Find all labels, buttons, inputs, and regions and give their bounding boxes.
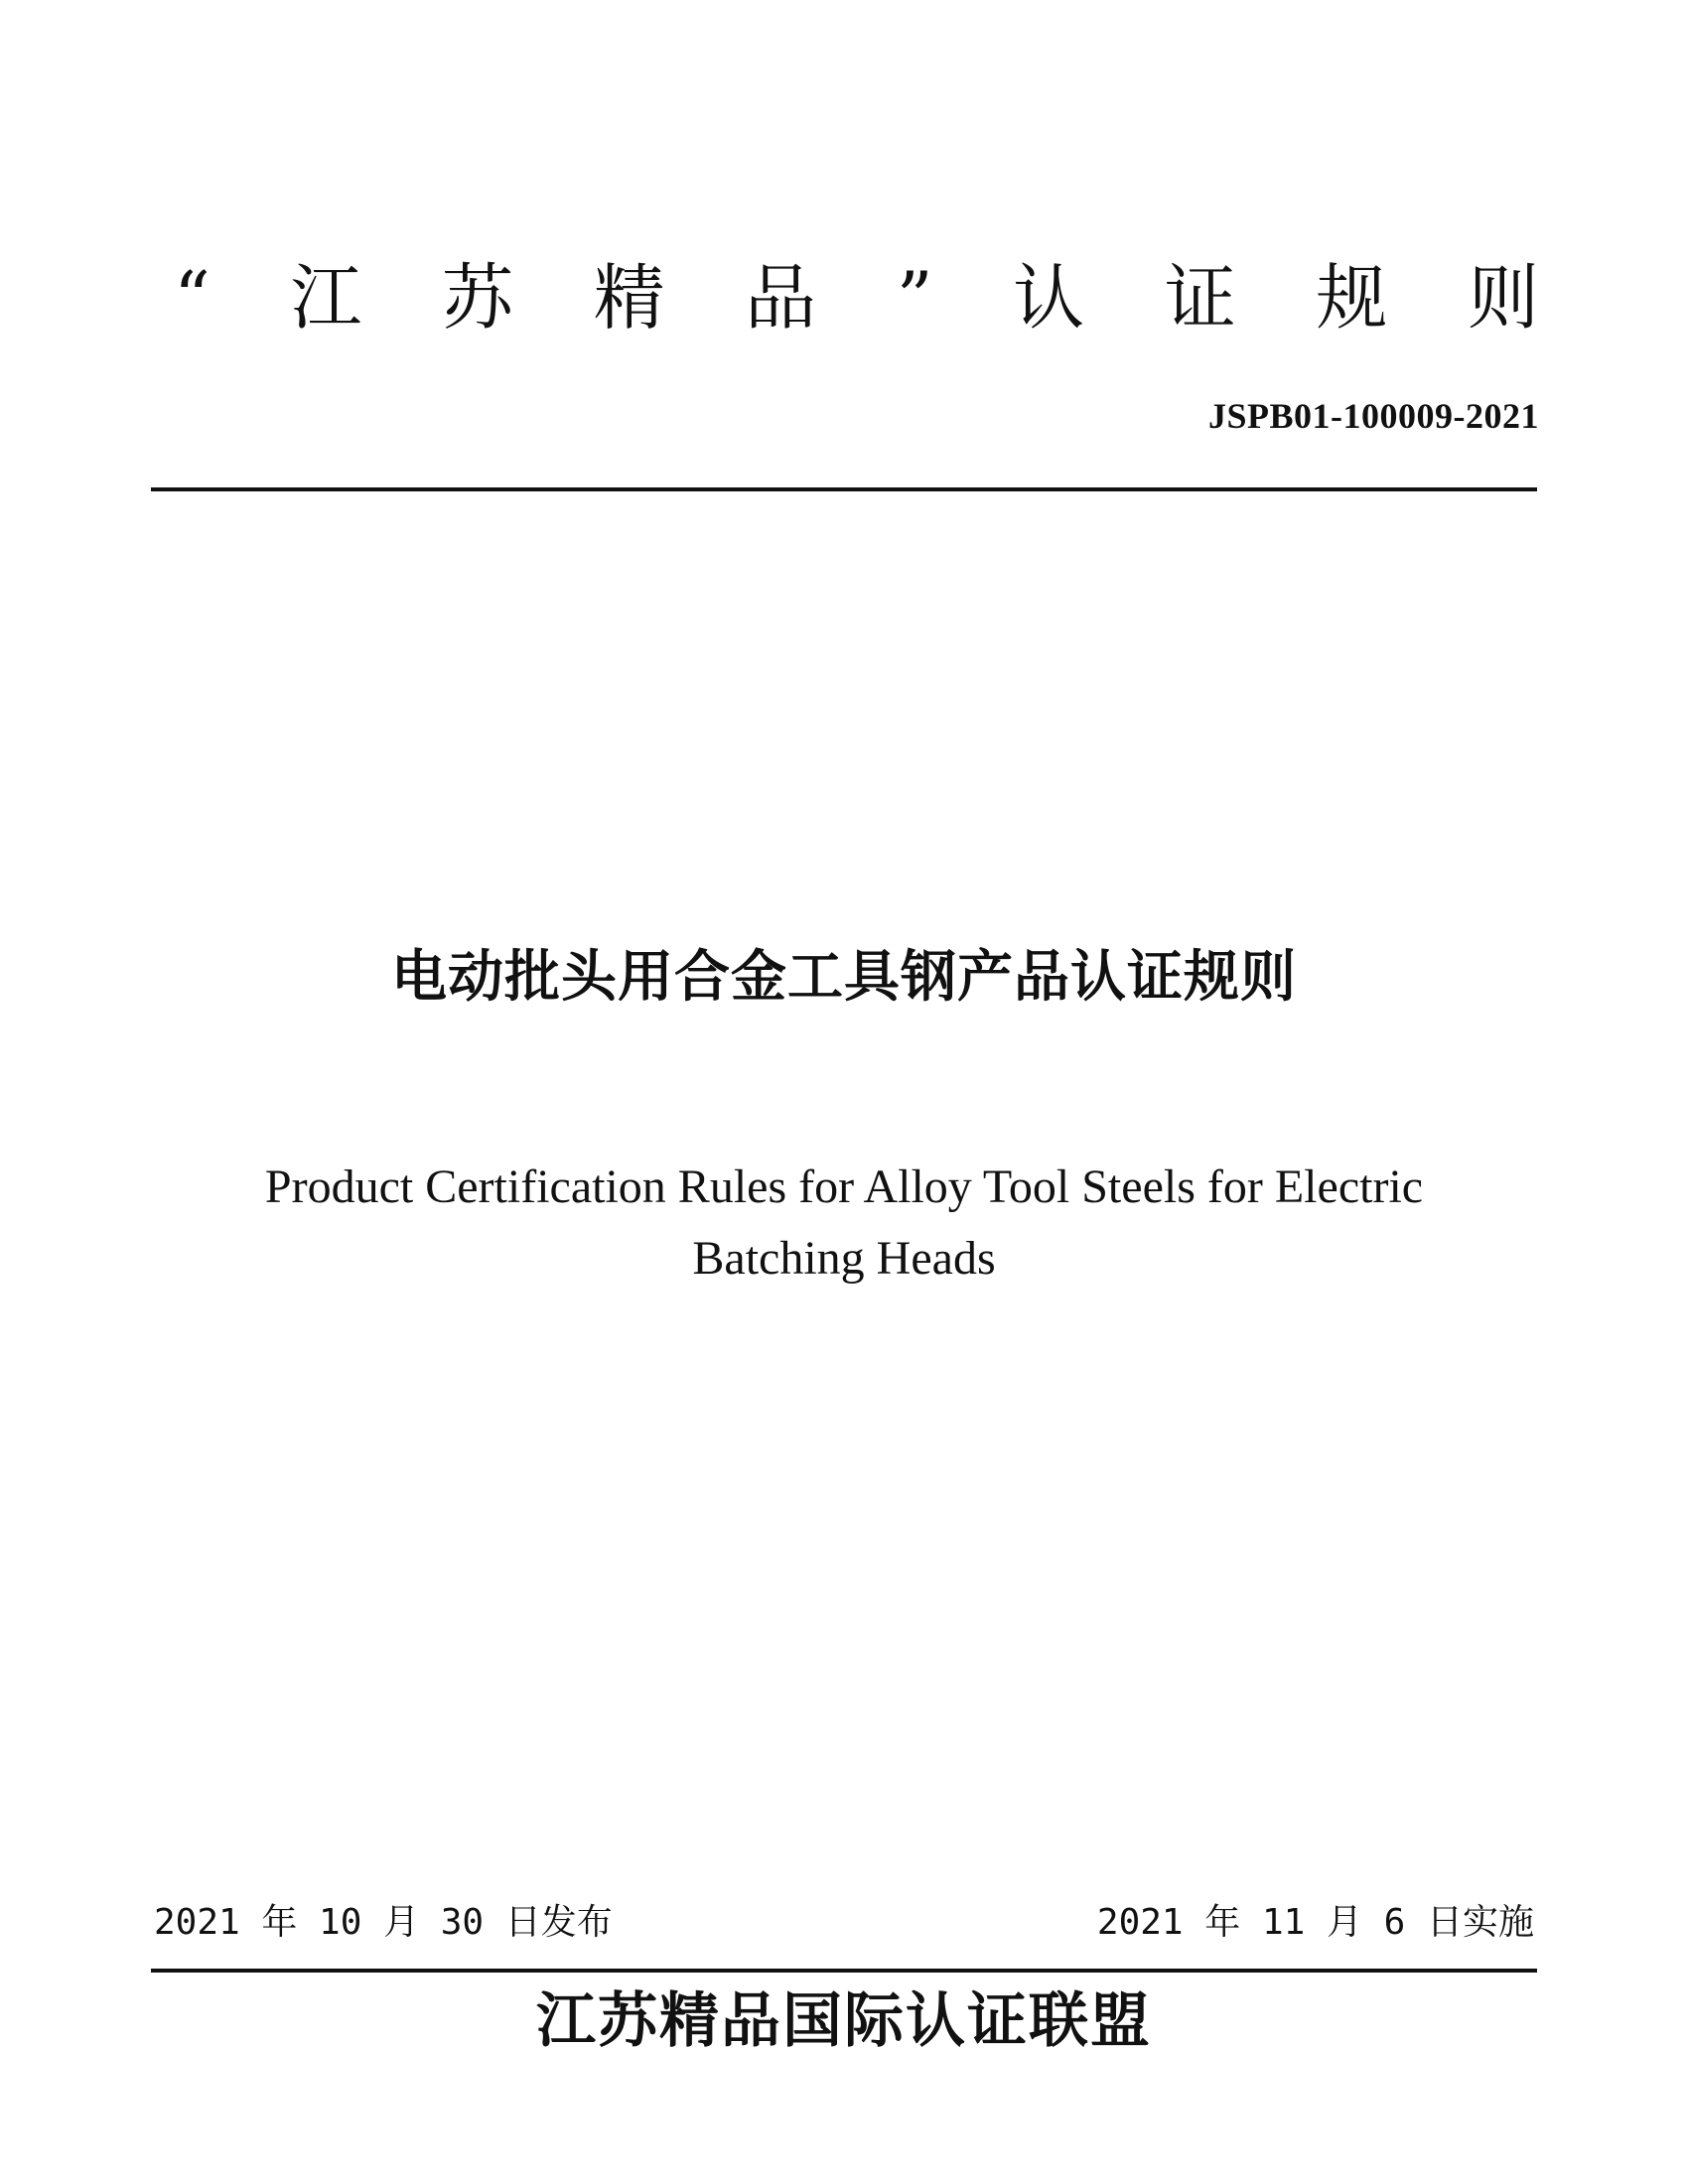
header-title-char: 规 (1316, 256, 1388, 340)
document-number: JSPB01-100009-2021 (1208, 396, 1539, 436)
english-title-line-1: Product Certification Rules for Alloy Tool Steels for Electric (264, 1160, 1424, 1213)
header-title-char: ” (896, 256, 933, 340)
top-divider (151, 487, 1537, 491)
header-title-char: 则 (1467, 256, 1539, 340)
english-title-line-2: Batching Heads (692, 1232, 996, 1285)
header-title-char: 苏 (441, 256, 513, 340)
header-title-char: 品 (745, 256, 817, 340)
header-title-char: 江 (290, 256, 362, 340)
bottom-divider (151, 1969, 1537, 1973)
header-title-char: 认 (1013, 256, 1085, 340)
document-title-english (149, 1152, 1539, 1295)
publish-date: 2021 年 10 月 30 日发布 (154, 1902, 613, 1943)
effective-date: 2021 年 11 月 6 日实施 (1096, 1902, 1534, 1943)
header-title-char: 精 (593, 256, 665, 340)
issuing-organization: 江苏精品国际认证联盟 (536, 1986, 1152, 2056)
header-title-char: “ (174, 256, 211, 340)
date-row (154, 1898, 1534, 1948)
header-title (174, 253, 1539, 342)
header-title-char: 证 (1164, 256, 1236, 340)
document-title-chinese: 电动批头用合金工具钢产品认证规则 (391, 945, 1297, 1010)
